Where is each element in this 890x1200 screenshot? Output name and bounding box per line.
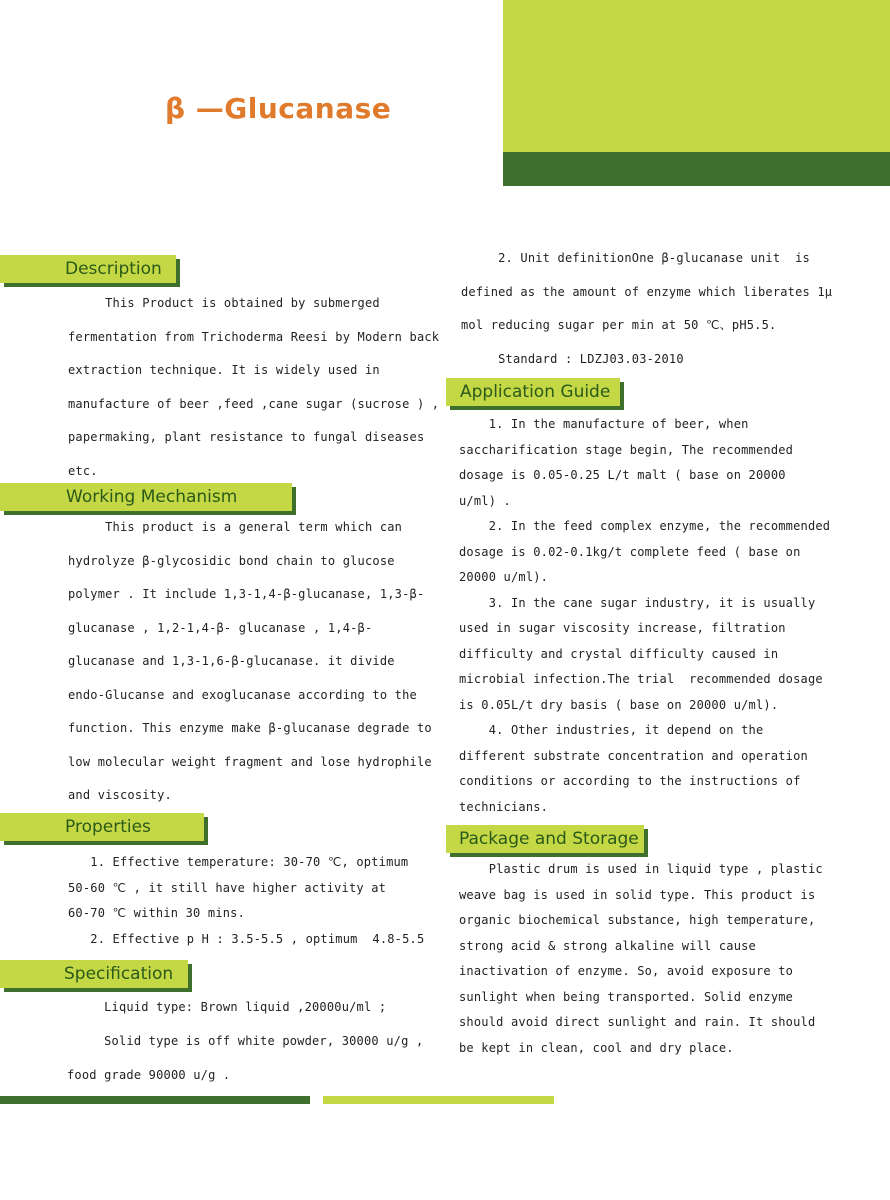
description-heading: Description [0,255,176,283]
application-guide-text: 1. In the manufacture of beer, when saccharification stage begin, The recommended dosage is 0.05-0.25 L/t malt ( base on 20000 u/ml) . 2. In the feed complex enzyme, the recommended dosage is 0.02-0.1kg/t complete feed ( base on 20000 u/ml). 3. In the cane sugar industry, it is usually used in sugar viscosity increase, filtration difficulty and crystal difficulty caused in microbial infection.The trial recommended dosage is 0.05L/t dry basis ( base on 20000 u/ml). 4. Other industries, it depend on the different substrate concentration and operation conditions or according to the instructions of technicians. [459,417,831,814]
footer-lime-bar [323,1096,554,1104]
description-text: This Product is obtained by submerged fermentation from Trichoderma Reesi by Modern back extraction technique. It is widely used in manufacture of beer ,feed ,cane sugar (sucrose ) , papermaking, plant resistance to fungal diseases etc. [68,296,440,478]
footer-dark-bar [0,1096,310,1104]
specification-heading: Specification [0,960,188,988]
corner-lime-block [503,0,890,152]
unit-definition-text: 2. Unit definitionOne β-glucanase unit is defined as the amount of enzyme which liberates 1μ mol reducing sugar per min at 50 ℃、pH5.5. Standard : LDZJ03.03-2010 [461,251,833,366]
working-mechanism-heading: Working Mechanism [0,483,292,511]
corner-dark-strip [503,152,890,186]
properties-text: 1. Effective temperature: 30-70 ℃, optimum 50-60 ℃ , it still have higher activity at 60-70 ℃ within 30 mins. 2. Effective p H : 3.5-5.5 , optimum 4.8-5.5 [68,855,425,946]
package-storage-heading: Package and Storage [446,825,644,853]
working-mechanism-text: This product is a general term which can hydrolyze β-glycosidic bond chain to glucose polymer . It include 1,3-1,4-β-glucanase, 1,3-β- glucanase , 1,2-1,4-β- glucanase , 1,4-β- glucanase and 1,3-1,6-β-glucanase. it divide endo-Glucanse and exoglucanase according to the function. This enzyme make β-glucanase degrade to low molecular weight fragment and lose hydrophile and viscosity. [68,520,432,802]
properties-heading: Properties [0,813,204,841]
application-guide-heading: Application Guide [446,378,620,406]
specification-text: Liquid type: Brown liquid ,20000u/ml ; Solid type is off white powder, 30000 u/g , food grade 90000 u/g . [67,1000,424,1082]
page-title: β —Glucanase [165,92,392,125]
package-storage-text: Plastic drum is used in liquid type , plastic weave bag is used in solid type. This product is organic biochemical substance, high temperature, strong acid & strong alkaline will cause inactivation of enzyme. So, avoid exposure to sunlight when being transported. Solid enzyme should avoid direct sunlight and rain. It should be kept in clean, cool and dry place. [459,862,823,1055]
